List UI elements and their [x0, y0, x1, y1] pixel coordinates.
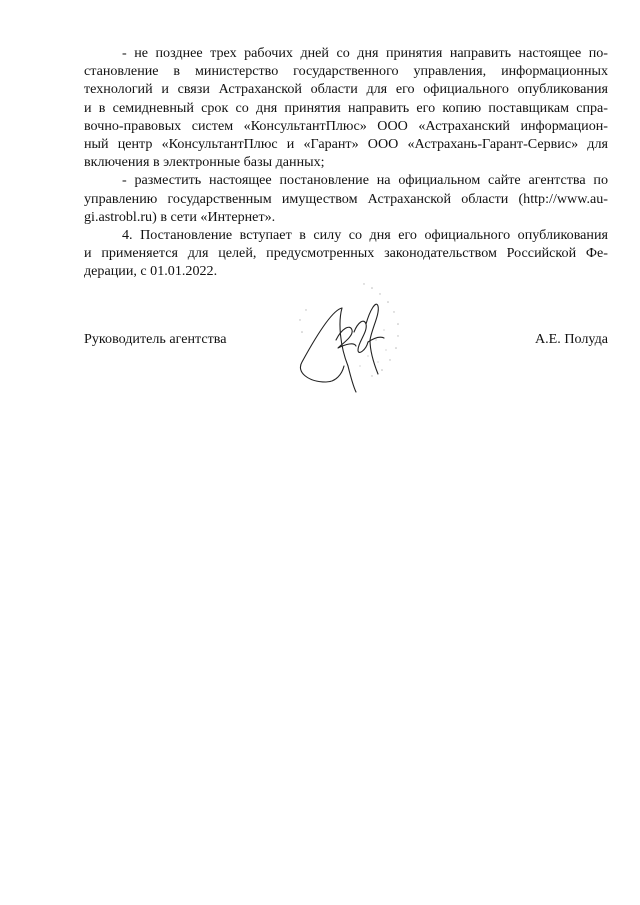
paragraph-line: - не позднее трех рабочих дней со дня принятия направить настоящее по-: [122, 45, 608, 61]
body-text: [84, 44, 608, 281]
paragraph-line: технологий и связи Астраханской области для его официального опубликования: [84, 81, 608, 98]
paragraph-line: становление в министерство государственного управления, информационных: [84, 63, 608, 80]
paragraph-line: - разместить настоящее постановление на официальном сайте агентства по: [122, 172, 608, 189]
paragraph-line: управлению государственным имуществом Астраханской области (http://www.au-: [84, 190, 608, 207]
paragraph-line: дерации, с 01.01.2022.: [84, 263, 218, 280]
paragraph-line: gi.astrobl.ru) в сети «Интернет».: [84, 208, 276, 225]
paragraph-line: включения в электронные базы данных;: [84, 154, 325, 171]
signatory-position: Руководитель агентства: [84, 331, 227, 347]
paragraph-line: вочно-правовых систем «КонсультантПлюс» ООО «Астраханский информацион-: [84, 117, 608, 134]
paragraph-line: ный центр «КонсультантПлюс и «Гарант» ООО «Астрахань-Гарант-Сервис» для: [84, 136, 608, 153]
paragraph-line: 4. Постановление вступает в силу со дня его официального опубликования: [122, 227, 608, 244]
paragraph-line: и применяется для целей, предусмотренных законодательством Российской Фе-: [84, 245, 608, 262]
signatory-name: А.Е. Полуда: [534, 331, 608, 347]
paragraph-line: и в семидневный срок со дня принятия направить его копию поставщикам спра-: [84, 99, 608, 116]
signature-block: [84, 330, 608, 350]
